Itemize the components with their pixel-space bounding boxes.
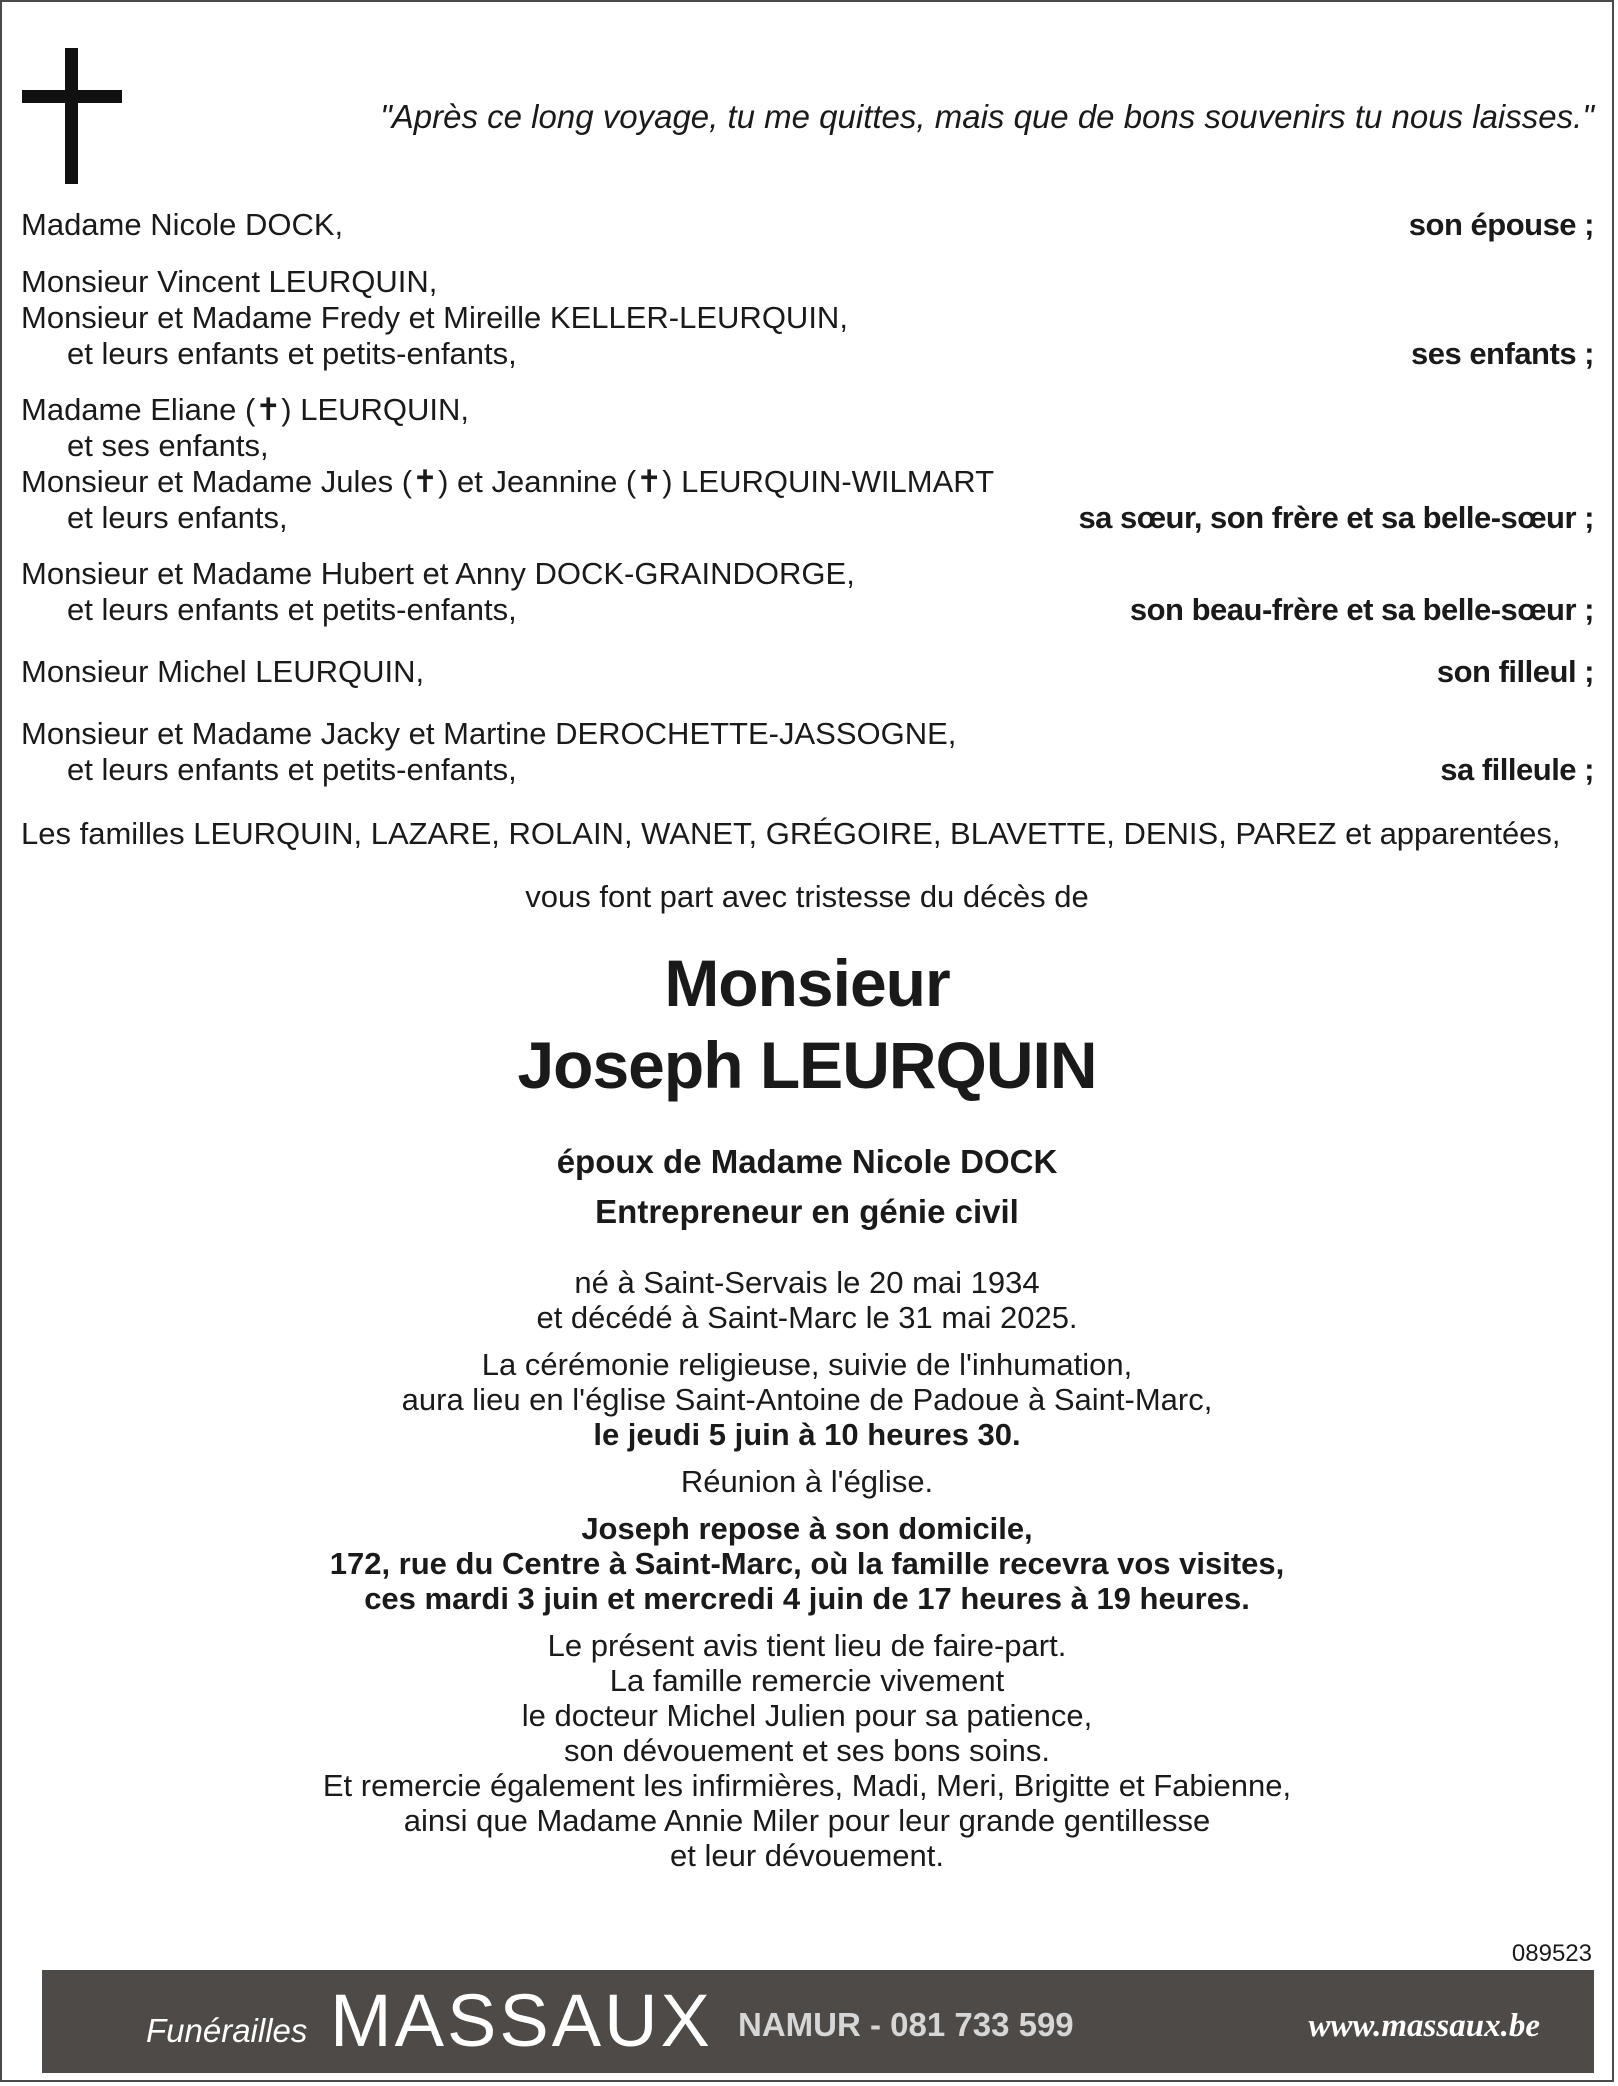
family-line: et leurs enfants, xyxy=(67,500,288,535)
family-line: et leurs enfants et petits-enfants, xyxy=(67,592,517,627)
relation-label: sa filleule ; xyxy=(1440,752,1594,787)
banner-contact: NAMUR - 081 733 599 xyxy=(738,2006,1074,2043)
family-line: Monsieur Vincent LEURQUIN, xyxy=(21,264,438,299)
death-line: et décédé à Saint-Marc le 31 mai 2025. xyxy=(536,1300,1078,1335)
deceased-title: Monsieur xyxy=(664,946,950,1020)
family-line: Monsieur et Madame Jules (✝) et Jeannine (✝) LEURQUIN-WILMART xyxy=(21,464,995,499)
family-line: Madame Nicole DOCK, xyxy=(21,207,344,242)
family-line: et leurs enfants et petits-enfants, xyxy=(67,752,517,787)
family-line: et leurs enfants et petits-enfants, xyxy=(67,336,517,371)
relation-label: son beau-frère et sa belle-sœur ; xyxy=(1129,592,1594,627)
relation-label: son épouse ; xyxy=(1408,207,1594,242)
cross-icon xyxy=(22,48,122,184)
intro-text: vous font part avec tristesse du décès de xyxy=(525,879,1089,914)
family-line: et ses enfants, xyxy=(67,428,269,463)
visitation-line: Joseph repose à son domicile, xyxy=(581,1511,1033,1546)
family-group-siblings xyxy=(21,392,1594,536)
banner-label: Funérailles xyxy=(146,2012,308,2049)
ceremony-details xyxy=(2,1265,1612,1873)
family-group-in-laws xyxy=(21,556,1594,628)
family-group-relatives xyxy=(21,816,1594,852)
ceremony-line: La cérémonie religieuse, suivie de l'inhumation, xyxy=(481,1347,1133,1382)
relation-label: ses enfants ; xyxy=(1410,336,1594,371)
family-line: Monsieur Michel LEURQUIN, xyxy=(21,654,425,689)
deceased-fullname: Joseph LEURQUIN xyxy=(517,1028,1097,1102)
visitation-line: ces mardi 3 juin et mercredi 4 juin de 17 heures à 19 heures. xyxy=(364,1581,1250,1616)
funeral-home-banner xyxy=(42,1970,1594,2073)
meeting-line: Réunion à l'église. xyxy=(680,1464,934,1499)
family-line: Les familles LEURQUIN, LAZARE, ROLAIN, WANET, GRÉGOIRE, BLAVETTE, DENIS, PAREZ et apparentées, xyxy=(21,816,1561,851)
family-line: Monsieur et Madame Fredy et Mireille KELLER-LEURQUIN, xyxy=(21,300,848,335)
thanks-line: et leur dévouement. xyxy=(669,1838,944,1873)
thanks-line: Et remercie également les infirmières, Madi, Meri, Brigitte et Fabienne, xyxy=(322,1768,1292,1803)
family-group-children xyxy=(21,264,1594,372)
family-group-spouse xyxy=(21,207,1594,243)
family-line: Monsieur et Madame Hubert et Anny DOCK-GRAINDORGE, xyxy=(21,556,855,591)
family-group-goddaughter xyxy=(21,716,1594,788)
banner-website[interactable]: www.massaux.be xyxy=(1308,2008,1540,2044)
visitation-line: 172, rue du Centre à Saint-Marc, où la famille recevra vos visites, xyxy=(329,1546,1285,1581)
thanks-line: son dévouement et ses bons soins. xyxy=(564,1733,1050,1768)
thanks-line: La famille remercie vivement xyxy=(609,1663,1005,1698)
relation-label: sa sœur, son frère et sa belle-sœur ; xyxy=(1078,500,1594,535)
birth-line: né à Saint-Servais le 20 mai 1934 xyxy=(574,1265,1040,1300)
spouse-line: époux de Madame Nicole DOCK xyxy=(556,1143,1058,1180)
family-group-godson xyxy=(21,654,1594,690)
family-line: Madame Eliane (✝) LEURQUIN, xyxy=(21,392,470,427)
quote: "Après ce long voyage, tu me quittes, mais que de bons souvenirs tu nous laisses." xyxy=(380,98,1594,135)
deceased-subtitle xyxy=(2,1137,1612,1237)
family-line: Monsieur et Madame Jacky et Martine DEROCHETTE-JASSOGNE, xyxy=(21,716,957,751)
ceremony-line: aura lieu en l'église Saint-Antoine de Padoue à Saint-Marc, xyxy=(401,1382,1213,1417)
reference-number: 089523 xyxy=(1511,1940,1592,1967)
thanks-line: le docteur Michel Julien pour sa patience, xyxy=(521,1698,1093,1733)
thanks-line: ainsi que Madame Annie Miler pour leur grande gentillesse xyxy=(403,1803,1211,1838)
ceremony-date: le jeudi 5 juin à 10 heures 30. xyxy=(593,1417,1021,1452)
deceased-name xyxy=(2,942,1612,1106)
relation-label: son filleul ; xyxy=(1436,654,1594,689)
banner-brand: MASSAUX xyxy=(330,1979,713,2062)
occupation-line: Entrepreneur en génie civil xyxy=(595,1193,1019,1230)
notice-line: Le présent avis tient lieu de faire-part. xyxy=(547,1628,1067,1663)
